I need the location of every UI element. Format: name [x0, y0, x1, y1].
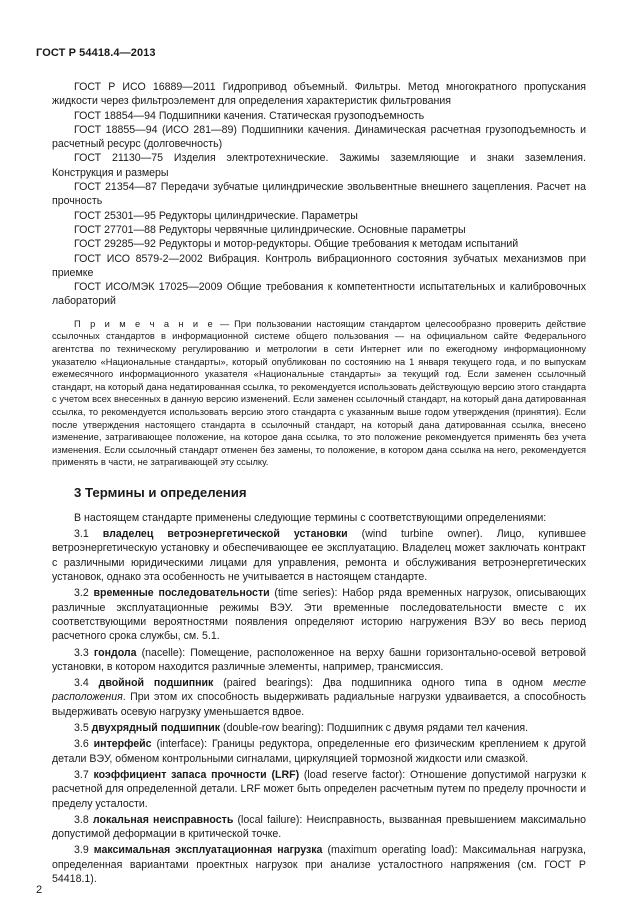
term-definition: (interface): Границы редуктора, определенные его физическим креплением к другой детали ВЭУ, обменом контрольными сигналами, циркуляцией тормозной жидкости или смазкой. — [52, 738, 586, 765]
term-number: 3.1 — [74, 528, 103, 541]
note-paragraph — [52, 318, 586, 469]
term-number: 3.2 — [74, 587, 94, 600]
reference-item: ГОСТ ИСО 8579-2—2002 Вибрация. Контроль вибрационного состояния зубчатых механизмов при приемке — [52, 252, 586, 279]
term-name: максимальная эксплуатационная нагрузка — [93, 844, 323, 857]
reference-item: ГОСТ Р ИСО 16889—2011 Гидропривод объемный. Фильтры. Метод многократного пропускания жидкости через фильтроэлемент для определения характеристик фильтрования — [52, 81, 586, 108]
term-entry — [52, 646, 586, 675]
term-definition: (double-row bearing): Подшипник с двумя рядами тел качения. — [220, 722, 529, 735]
section-intro: В настоящем стандарте применены следующие термины с соответствующими определениями: — [74, 511, 547, 524]
document-header: ГОСТ Р 54418.4—2013 — [36, 47, 156, 59]
term-entry — [52, 813, 586, 842]
term-name: владелец ветроэнергетической установки — [102, 528, 348, 541]
reference-item: ГОСТ 25301—95 Редукторы цилиндрические. Параметры — [74, 209, 358, 222]
term-number: 3.8 — [74, 813, 93, 826]
reference-item: ГОСТ 18854—94 Подшипники качения. Статическая грузоподъемность — [74, 109, 425, 122]
note-label: П р и м е ч а н и е — [74, 318, 215, 329]
term-definition: (local failure): Неисправность, вызванная превышением максимально допустимой деформации в критической точке. — [52, 813, 586, 841]
term-number: 3.3 — [74, 646, 94, 659]
reference-item: ГОСТ 21354—87 Передачи зубчатые цилиндрические эвольвентные внешнего зацепления. Расчет на прочность — [52, 181, 586, 208]
term-entry — [52, 586, 586, 643]
term-definition: (wind turbine owner). Лицо, купившее ветроэнергетическую установку и обеспечивающее ее эксплуатацию. Владелец может заключать контракт с различными юридическими лицами для управления, ремонта и обслуживания ветроэнергетических установок, однако эта особенность не учитывается в настоящем стандарте. — [52, 528, 586, 584]
term-definition-tail: . При этом их способность выдерживать радиальные нагрузки удваивается, а способность выдерживать осевую нагрузку уменьшается вдвое. — [52, 691, 586, 718]
reference-item: ГОСТ 21130—75 Изделия электротехнические. Зажимы заземляющие и знаки заземления. Конструкция и размеры — [52, 152, 586, 179]
normative-references-list — [52, 80, 586, 309]
term-definition: (load reserve factor): Отношение допустимой нагрузки к расчетной для определенной детали. LRF может быть определен расчетным путем по пределу прочности и пределу усталости. — [52, 768, 587, 810]
term-entry — [52, 843, 586, 886]
term-name: двухрядный подшипник — [91, 722, 221, 735]
term-name: интерфейс — [93, 738, 152, 751]
term-name: локальная неисправность — [92, 813, 234, 826]
section-title: 3 Термины и определения — [74, 484, 247, 500]
term-definition: (time series): Набор ряда временных нагрузок, описывающих различные эксплуатационные режимы ВЭУ. Эти временные последовательности вместе с их соответствующими вероятностями появления определяют историю нагружения ВЭУ во весь период расчетного срока службы, см. 5.1. — [52, 587, 586, 643]
reference-item: ГОСТ 18855—94 (ИСО 281—89) Подшипники качения. Динамическая расчетная грузоподъемность и расчетный ресурс (долговечность) — [52, 123, 586, 151]
term-definition: (nacelle): Помещение, расположенное на верху башни горизонтально-осевой ветровой установки, в котором находится различные элементы, например, трансмиссия. — [52, 646, 586, 673]
term-name: двойной подшипник — [98, 677, 214, 690]
term-number: 3.6 — [74, 738, 94, 751]
term-number: 3.4 — [74, 677, 99, 690]
term-entry — [52, 527, 586, 584]
term-entry — [52, 721, 586, 735]
reference-item: ГОСТ 27701—88 Редукторы червячные цилиндрические. Основные параметры — [74, 223, 466, 236]
term-entry — [52, 676, 586, 719]
term-definition-emphasis: месте расположения — [52, 677, 587, 704]
term-name: гондола — [93, 646, 137, 659]
page-number: 2 — [36, 884, 43, 896]
term-definition: (paired bearings): Два подшипника одного типа в одном — [213, 677, 553, 690]
reference-item: ГОСТ ИСО/МЭК 17025—2009 Общие требования к компетентности испытательных и калибровочных лабораторий — [52, 281, 586, 308]
term-number: 3.5 — [74, 722, 92, 735]
reference-item: ГОСТ 29285—92 Редукторы и мотор-редукторы. Общие требования к методам испытаний — [74, 238, 519, 251]
note-text: — При пользовании настоящим стандартом целесообразно проверить действие ссылочных стандартов в информационной системе общего пользования — на официальном сайте Федерального агентства по техническому регулированию и метрологии в сети Интернет или по ежегодному информационному указателю «Национальные стандарты», который опубликован по состоянию на 1 января текущего года, и по выпускам ежемесячного информационного указателя «Национальные стандарты» за текущий год. Если заменен ссылочный стандарт, на который дана недатированная ссылка, то рекомендуется использовать действующую версию этого стандарта с учетом всех внесенных в данную версию изменений. Если заменен ссылочный стандарт, на который дана датированная ссылка, то рекомендуется использовать версию этого стандарта с указанным выше годом утверждения (принятия). Если после утверждения настоящего стандарта в ссылочный стандарт, на который дана датированная ссылка, внесено изменение, затрагивающее положение, на которое дана ссылка, то это положение рекомендуется применять без учета изменения. Если ссылочный стандарт отменен без замены, то положение, в котором дана ссылка на него, рекомендуется применять в части, не затрагивающей эту ссылку. — [52, 318, 586, 468]
term-number: 3.7 — [74, 768, 94, 781]
terms-list — [52, 511, 586, 886]
term-name: коэффициент запаса прочности (LRF) — [93, 768, 300, 781]
term-definition: (maximum operating load): Максимальная нагрузка, определенная вариантами проектных нагрузок при анализе усталостного напряжения (см. ГОСТ Р 54418.1). — [52, 844, 586, 885]
term-name: временные последовательности — [93, 587, 270, 600]
term-number: 3.9 — [74, 844, 94, 857]
term-entry — [52, 737, 586, 766]
term-entry — [52, 768, 586, 811]
page-content — [52, 80, 586, 886]
